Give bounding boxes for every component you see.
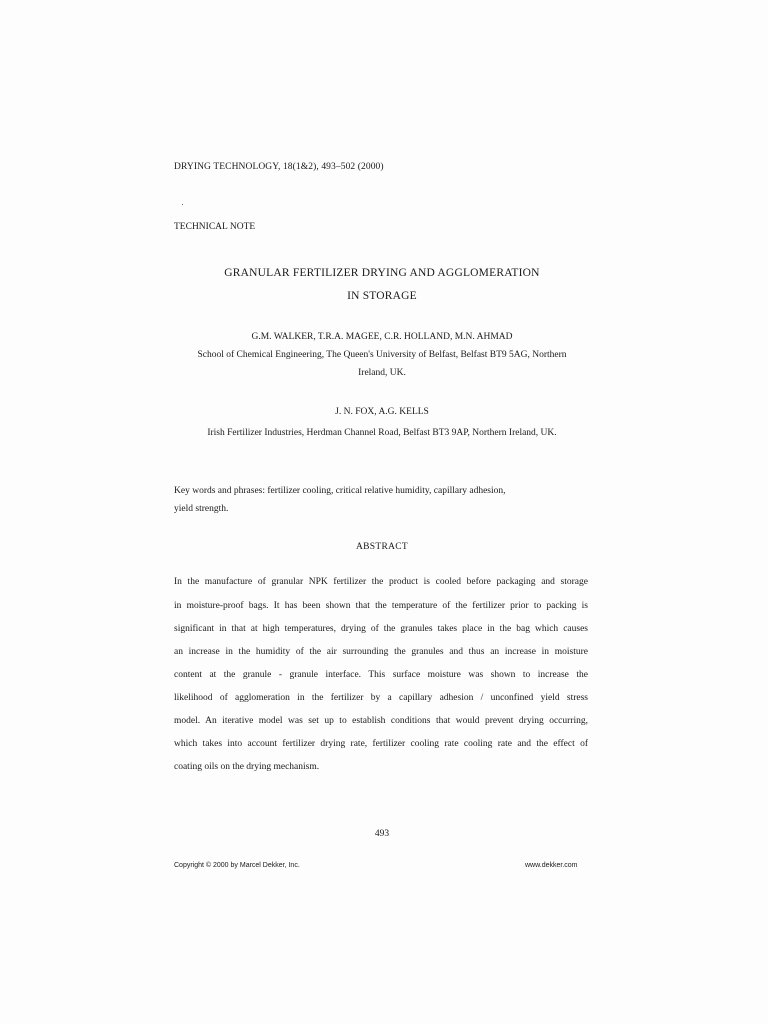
author-list-2: J. N. FOX, A.G. KELLS <box>335 407 429 417</box>
abstract-heading: ABSTRACT <box>355 542 409 552</box>
affiliation-1-line-2: Ireland, UK. <box>358 368 406 378</box>
abstract-line: an increase in the humidity of the air surrounding the granules and thus an increase in moisture <box>174 647 588 657</box>
abstract-line: content at the granule - granule interface. This surface moisture was shown to increase the <box>174 670 588 680</box>
keywords-line-2: yield strength. <box>174 504 229 514</box>
abstract-line: likelihood of agglomeration in the fertilizer by a capillary adhesion / unconfined yield stress <box>174 693 588 703</box>
copyright-notice: Copyright © 2000 by Marcel Dekker, Inc. <box>174 862 300 869</box>
abstract-line: coating oils on the drying mechanism. <box>174 762 320 772</box>
author-list-1: G.M. WALKER, T.R.A. MAGEE, C.R. HOLLAND, M.N. AHMAD <box>251 332 513 342</box>
keywords-line-1: Key words and phrases: fertilizer cooling, critical relative humidity, capillary adhesion, <box>174 486 506 496</box>
abstract-line: model. An iterative model was set up to establish conditions that would prevent drying occurring, <box>174 716 588 726</box>
journal-citation: DRYING TECHNOLOGY, 18(1&2), 493–502 (2000) <box>174 162 384 172</box>
paper-title-line-2: IN STORAGE <box>347 290 417 302</box>
page-number: 493 <box>374 829 390 839</box>
abstract-line: in moisture-proof bags. It has been shown that the temperature of the fertilizer prior to packing is <box>174 601 588 611</box>
affiliation-2: Irish Fertilizer Industries, Herdman Channel Road, Belfast BT3 9AP, Northern Ireland, UK. <box>207 428 557 438</box>
paper-title-line-1: GRANULAR FERTILIZER DRYING AND AGGLOMERATION <box>224 267 540 279</box>
abstract-line: which takes into account fertilizer drying rate, fertilizer cooling rate cooling rate and the effect of <box>174 739 588 749</box>
affiliation-1-line-1: School of Chemical Engineering, The Queen's University of Belfast, Belfast BT9 5AG, Northern <box>197 350 567 360</box>
publisher-website: www.dekker.com <box>525 862 578 869</box>
scan-speck <box>182 204 183 205</box>
note-type-label: TECHNICAL NOTE <box>174 222 256 232</box>
abstract-line: significant in that at high temperatures, drying of the granules takes place in the bag which causes <box>174 624 588 634</box>
abstract-line: In the manufacture of granular NPK fertilizer the product is cooled before packaging and storage <box>174 577 588 587</box>
